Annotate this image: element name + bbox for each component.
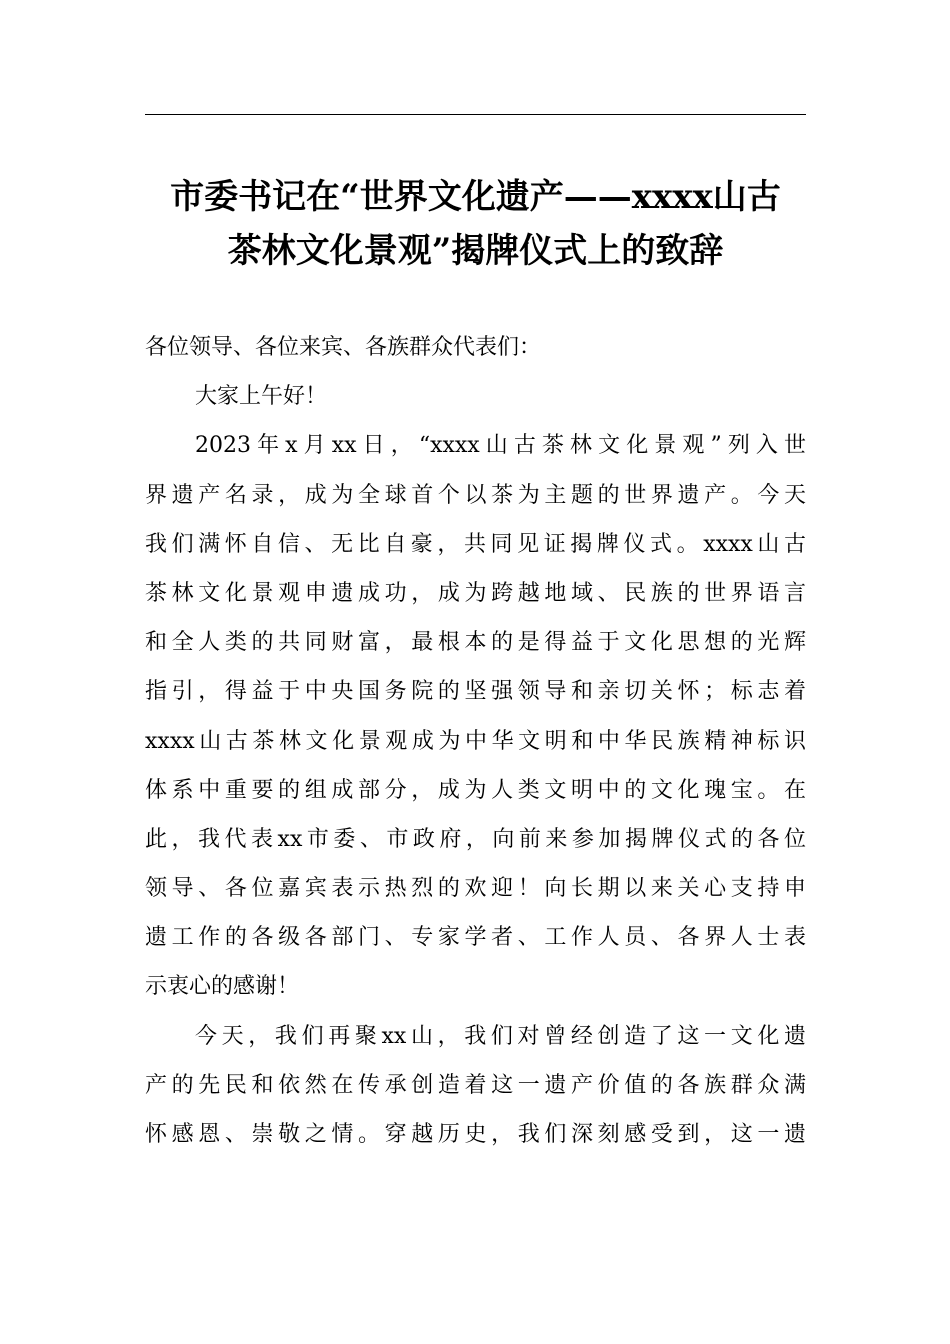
paragraph-1-line: 茶林文化景观申遗成功，成为跨越地域、民族的世界语言 — [145, 580, 806, 606]
paragraph-1-line: 遗工作的各级各部门、专家学者、工作人员、各界人士表 — [145, 925, 806, 951]
document-body — [145, 323, 806, 1159]
paragraph-1-line: 示衷心的感谢！ — [145, 974, 300, 1000]
salutation: 各位领导、各位来宾、各族群众代表们： — [145, 335, 542, 360]
paragraph-2-line: 怀感恩、崇敬之情。穿越历史，我们深刻感受到，这一遗 — [145, 1122, 806, 1147]
paragraph-1-line: 2023年x月xx日，“xxxx山古茶林文化景观”列入世 — [195, 433, 806, 459]
paragraph-2-line: 今天，我们再聚xx山，我们对曾经创造了这一文化遗 — [195, 1023, 806, 1049]
title-line: 茶林文化景观”揭牌仪式上的致辞 — [227, 231, 724, 271]
paragraph-1-line: 我们满怀自信、无比自豪，共同见证揭牌仪式。xxxx山古 — [145, 531, 806, 557]
paragraph-1-line: 界遗产名录，成为全球首个以茶为主题的世界遗产。今天 — [145, 482, 806, 508]
title-line: 市委书记在“世界文化遗产——xxxx山古 — [170, 177, 781, 217]
paragraph-1-line: xxxx山古茶林文化景观成为中华文明和中华民族精神标识 — [145, 728, 806, 754]
document-title — [145, 170, 806, 278]
paragraph-1-line: 此，我代表xx市委、市政府，向前来参加揭牌仪式的各位 — [145, 826, 806, 852]
paragraph-2-line: 产的先民和依然在传承创造着这一遗产价值的各族群众满 — [145, 1072, 806, 1098]
paragraph-1-line: 和全人类的共同财富，最根本的是得益于文化思想的光辉 — [145, 630, 806, 656]
paragraph-1-line: 体系中重要的组成部分，成为人类文明中的文化瑰宝。在 — [145, 777, 806, 803]
paragraph-1-line: 指引，得益于中央国务院的坚强领导和亲切关怀；标志着 — [145, 679, 806, 705]
header-rule — [145, 114, 806, 115]
greeting: 大家上午好！ — [195, 384, 328, 410]
paragraph-1-line: 领导、各位嘉宾表示热烈的欢迎！向长期以来关心支持申 — [145, 876, 806, 902]
